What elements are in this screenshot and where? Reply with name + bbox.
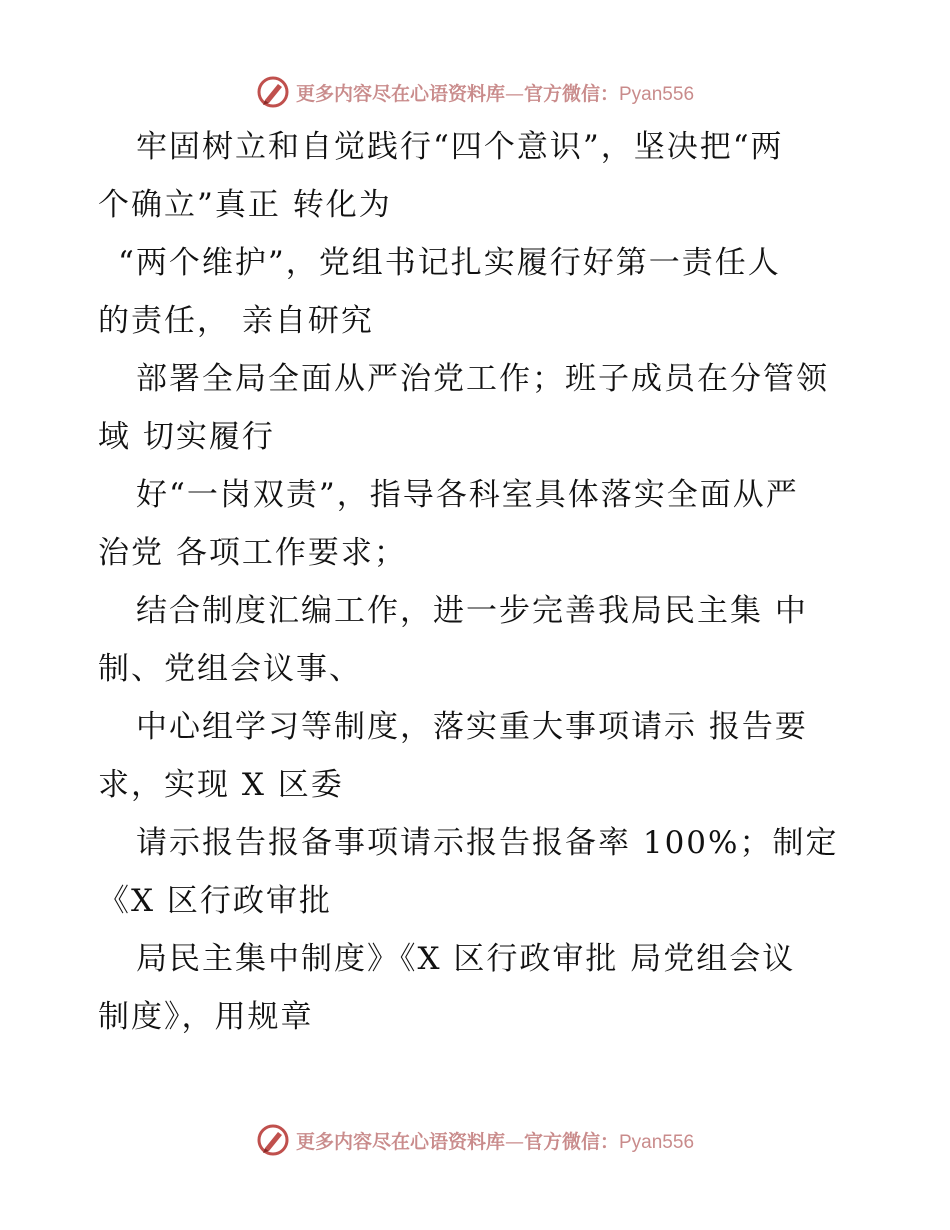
document-body <box>98 118 858 1046</box>
text-line: “两个维护”，党组书记扎实履行好第一责任人 <box>118 245 781 281</box>
text-line: 的责任， 亲自研究 <box>98 303 374 339</box>
text-line: 请示报告报备事项请示报告报备率 100%；制定 <box>136 825 839 861</box>
text-line: 《X 区行政审批 <box>98 883 332 919</box>
text-line: 中心组学习等制度，落实重大事项请示 报告要 <box>136 709 808 745</box>
text-line: 治党 各项工作要求； <box>98 535 407 571</box>
pen-logo-icon <box>256 75 290 109</box>
text-line: 局民主集中制度》《X 区行政审批 局党组会议 <box>136 941 796 977</box>
text-line: 求，实现 X 区委 <box>98 767 344 803</box>
watermark-text: 更多内容尽在心语资料库—官方微信：Pyan556 <box>295 82 695 105</box>
footer-watermark <box>0 1120 950 1160</box>
header-watermark <box>0 72 950 112</box>
text-line: 个确立”真正 转化为 <box>98 187 392 223</box>
text-line: 部署全局全面从严治党工作；班子成员在分管领 <box>136 361 829 397</box>
text-line: 制度》，用规章 <box>98 999 314 1035</box>
text-line: 牢固树立和自觉践行“四个意识”，坚决把“两 <box>136 129 784 165</box>
pen-logo-icon <box>256 1123 290 1157</box>
text-line: 域 切实履行 <box>98 419 275 455</box>
text-line: 好“一岗双责”，指导各科室具体落实全面从严 <box>136 477 799 513</box>
text-line: 结合制度汇编工作，进一步完善我局民主集 中 <box>136 593 808 629</box>
text-line: 制、党组会议事、 <box>98 651 362 687</box>
watermark-text: 更多内容尽在心语资料库—官方微信：Pyan556 <box>295 1130 695 1153</box>
